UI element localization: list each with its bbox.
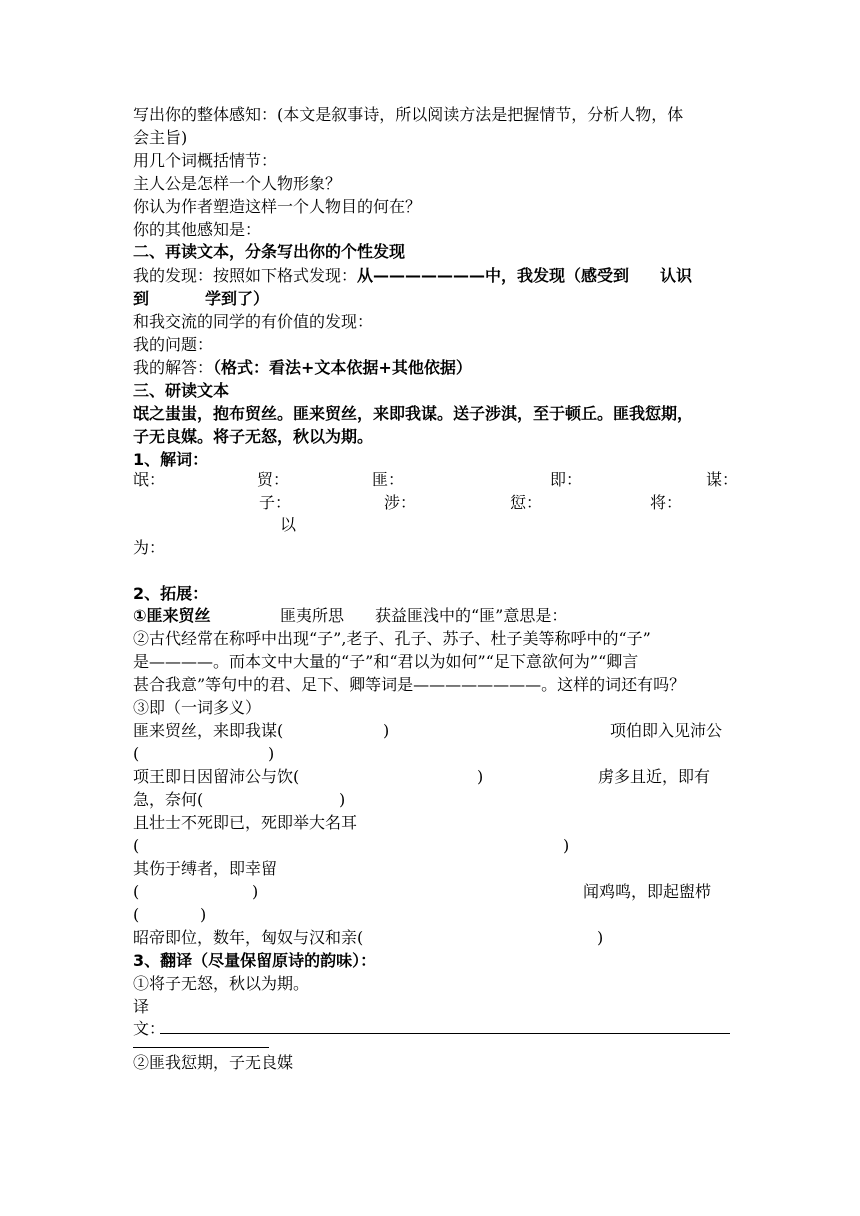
discovery-format-line — [133, 265, 629, 287]
my-answer-prefix: 我的解答： — [133, 358, 214, 377]
q2-item1-c: 获益匪浅中的“匪”意思是： — [375, 606, 568, 625]
discovery-prefix: 我的发现：按照如下格式发现： — [133, 266, 358, 285]
q3-item1: ①将子无怒，秋以为期。 — [133, 974, 310, 993]
q2-item2-line1: ②古代经常在称呼中出现“子”,老子、孔子、苏子、杜子美等称呼中的“子” — [133, 629, 651, 648]
q2-item3: ③即（一词多义） — [133, 698, 262, 717]
ji-example-6-open: ( — [133, 882, 140, 901]
perception-prompt-line1: 写出你的整体感知：(本文是叙事诗，所以阅读方法是把握情节，分析人物，体 — [133, 105, 684, 124]
q2-item1-b: 匪夷所思 — [280, 606, 345, 625]
ji-example-2-open: ( — [133, 744, 140, 763]
discovery-format-a: 从———————中，我发现（感受到 — [357, 266, 630, 285]
ji-example-6: 其伤于缚者，即幸留 — [133, 859, 278, 878]
ji-example-2: 项伯即入见沛公 — [610, 721, 723, 740]
section3-heading: 三、研读文本 — [133, 381, 230, 400]
q3-wen: 文： — [133, 1019, 166, 1038]
ji-example-2-close: ) — [268, 744, 275, 763]
translation-answer-line-continued — [133, 1047, 269, 1048]
term-mao: 贸： — [257, 470, 290, 489]
ji-example-4-close: ) — [339, 790, 346, 809]
q2-item1: ①匪来贸丝 — [133, 606, 211, 625]
peer-discovery-prompt: 和我交流的同学的有价值的发现： — [133, 312, 374, 331]
my-question-prompt: 我的问题： — [133, 335, 214, 354]
term-yi: 以 — [280, 515, 297, 534]
translation-answer-line — [160, 1033, 730, 1034]
term-qian: 愆： — [510, 493, 543, 512]
q3-item2: ②匪我愆期，子无良媒 — [133, 1053, 294, 1072]
ji-example-8: 昭帝即位，数年，匈奴与汉和亲( — [133, 928, 364, 947]
ji-example-1: 匪来贸丝，来即我谋( — [133, 721, 284, 740]
passage-line1: 氓之蚩蚩，抱布贸丝。匪来贸丝，来即我谋。送子涉淇，至于顿丘。匪我愆期， — [133, 404, 694, 423]
q3-title: 3、翻译（尽量保留原诗的韵味）： — [133, 951, 377, 970]
q2-item2-line2: 是————。而本文中大量的“子”和“君以为如何”“足下意欲何为”“卿言 — [133, 652, 639, 671]
perception-prompt-line2: 会主旨) — [133, 128, 188, 147]
protagonist-prompt: 主人公是怎样一个人物形象？ — [133, 174, 342, 193]
q2-item2-line3: 甚合我意”等句中的君、足下、卿等词是————————。这样的词还有吗？ — [133, 675, 686, 694]
ji-example-3: 项王即日因留沛公与饮( — [133, 767, 300, 786]
passage-line2: 子无良媒。将子无怒，秋以为期。 — [133, 427, 374, 446]
my-answer-line — [133, 357, 472, 379]
my-answer-format: （格式：看法+文本依据+其他依据） — [213, 358, 472, 377]
ji-example-4-a: 虏多且近，即有 — [598, 767, 711, 786]
term-wei: 为： — [133, 538, 166, 557]
other-feelings-prompt: 你的其他感知是： — [133, 220, 262, 239]
q2-title: 2、拓展： — [133, 584, 209, 603]
discovery-format-d: 学到了） — [205, 289, 270, 308]
ji-example-5: 且壮士不死即已，死即举大名耳 — [133, 813, 358, 832]
term-zi: 子： — [259, 493, 292, 512]
ji-example-8-close: ) — [597, 928, 604, 947]
ji-example-1-close: ) — [383, 721, 390, 740]
ji-example-7: 闻鸡鸣，即起盥栉 — [583, 882, 712, 901]
ji-example-7-open: ( — [133, 905, 140, 924]
discovery-format-b: 认识 — [660, 266, 693, 285]
ji-example-5-close: ) — [563, 836, 570, 855]
term-she: 涉： — [384, 493, 417, 512]
ji-example-5-open: ( — [133, 836, 140, 855]
term-mang: 氓： — [133, 470, 166, 489]
author-purpose-prompt: 你认为作者塑造这样一个人物目的何在？ — [133, 197, 422, 216]
section2-heading: 二、再读文本，分条写出你的个性发现 — [133, 242, 406, 261]
term-jiang: 将： — [650, 493, 683, 512]
ji-example-7-close: ) — [200, 905, 207, 924]
q1-title: 1、解词： — [133, 450, 209, 469]
term-fei: 匪： — [372, 470, 405, 489]
plot-words-prompt: 用几个词概括情节： — [133, 151, 278, 170]
term-ji: 即： — [550, 470, 583, 489]
q3-yi: 译 — [133, 997, 150, 1016]
term-mou: 谋： — [706, 470, 739, 489]
discovery-format-c: 到 — [133, 289, 150, 308]
ji-example-6-close: ) — [252, 882, 259, 901]
ji-example-3-close: ) — [477, 767, 484, 786]
ji-example-4-b: 急，奈何( — [133, 790, 204, 809]
